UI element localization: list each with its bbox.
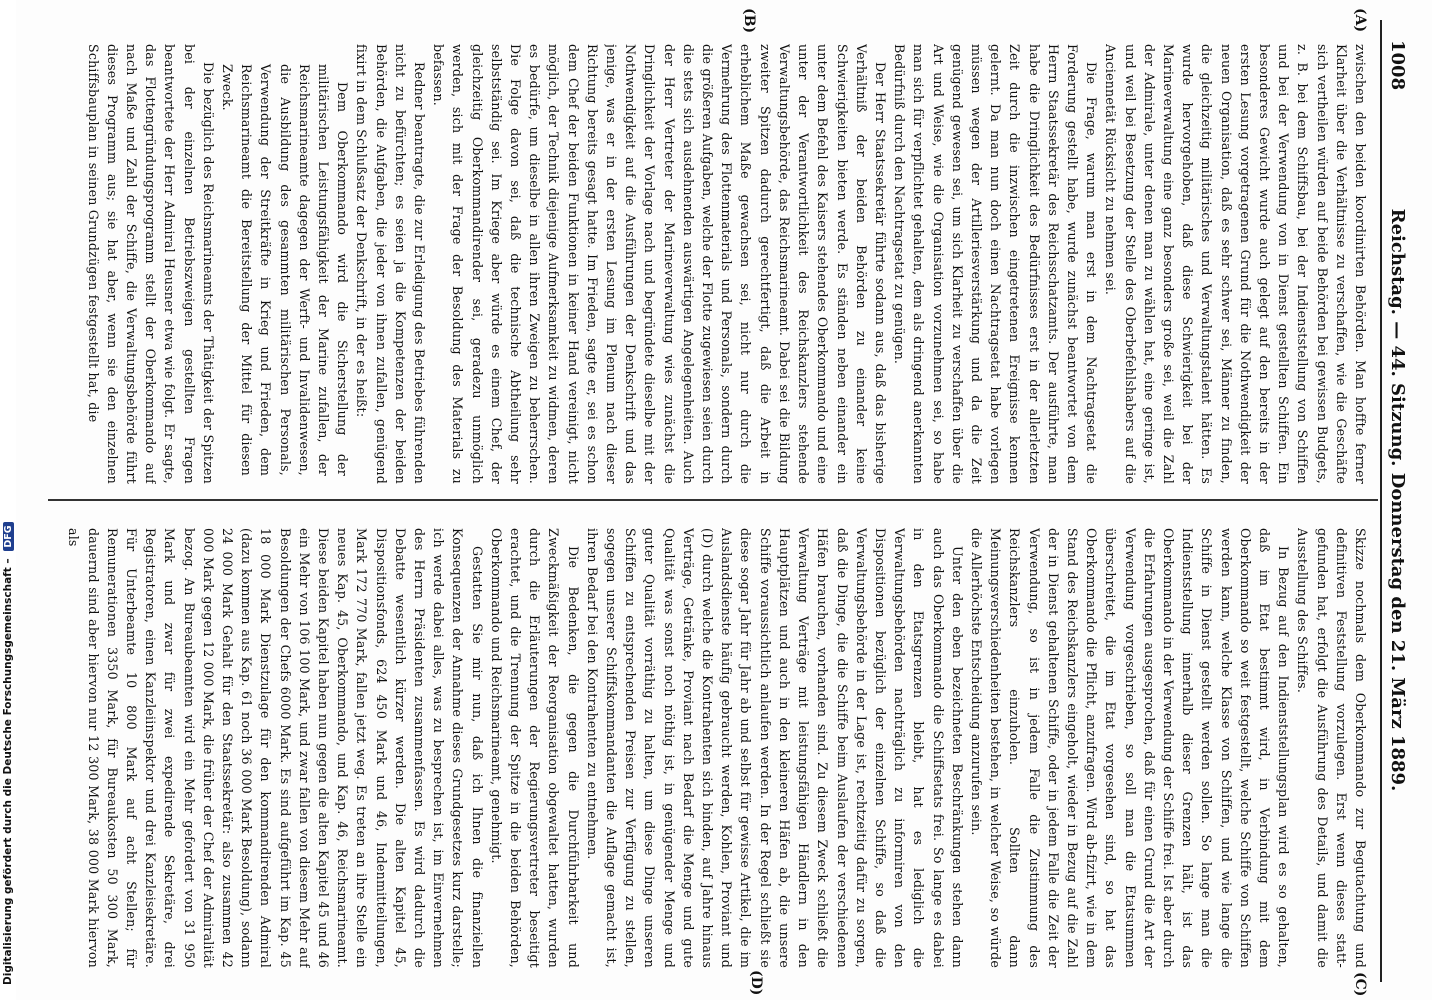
digitization-sidebar [0, 0, 16, 1000]
paragraph: Die bezüglich des Reichsmarineamts der Thätigkeit der Spitzen bei der einzelnen Betriebszweigen gestellten Fragen beantwortete der Herr Admiral Heusner etwa wie folgt. Er sagte, das Flottengründungsprogramm stellt der Oberkommando auf nach Maße und Zahl der Schiffe, die Verwaltungsbehörde führt dieses Programm aus; sie hat aber, wenn sie den einzelnen Schiffsbauplan in seinen Grundzügen festgestellt hat, die [85, 44, 216, 484]
paragraph: zwischen den beiden koordinirten Behörden. Man hoffte ferner Klarheit über die Verhältnisse zu verschaffen, wie die Geschäfte sich vertheilen würden auf beide Behörden bei gewissen Budgets, z. B. bei dem Schiffsbau, bei der Indienststellung von Schiffen und bei der Verwendung von in Dienst gestellten Schiffen. Ein besonderes Gewicht wurde auch gelegt auf den bereits in der ersten Lesung vorgetragenen Grund für die Nothwendigkeit der neuen Organisation, daß es sehr schwer sei, Männer zu finden, die gleichzeitig militärisches und Verwaltungstalent hätten. Es wurde hervorgehoben, daß diese Schwierigkeit bei der Marineverwaltung eine ganz besonders große sei, weil die Zahl der Admirale, unter denen man zu wählen hat, eine geringe ist, und weil bei Besetzung der Stelle des Oberbefehlshabers auf die Anciennetät Rücksicht zu nehmen sei. [1103, 44, 1368, 484]
paragraph: Unter den eben bezeichneten Beschränkungen stehen dann auch das Oberkommando die Schiffsetats frei. So lange es dabei in den Etatsgrenzen bleibt, hat es lediglich die Verwaltungsbehörden nachträglich zu informiren von den Dispositionen bezüglich der einzelnen Schiffe, so daß die Verwaltungsbehörde in der Lage ist, rechtzeitig dafür zu sorgen, daß die Dinge, die die Schiffe beim Auslaufen der verschiedenen Häfen brauchen, vorhanden sind. Zu diesem Zweck schließt die Verwaltung Verträge mit leistungsfähigen Händlern in den Hauptplätzen und auch in den kleineren Häfen ab, die unsere Schiffe voraussichtlich anlaufen werden. In der Regel schließt sie diese sogar Jahr für Jahr ab und selbst für gewisse Artikel, die im Auslandsdienste häufig gebraucht werden, Kohlen, Proviant und (D) durch welche die Kontrahenten sich binden, auf Jahre hinaus Verträge, Getränke, Proviant nach Bedarf die Menge und gute Qualität was sonst noch nöthig ist, in genügender Menge und guter Qualität vorräthig zu halten, um diese Dinge unseren Schiffen zu entsprechenden Preisen zur Verfügung zu stellen, sogegen unserer Schiffskommandanten die Auflage gemacht ist, ihren Bedarf bei den Kontrahenten zu entnehmen. [584, 528, 965, 968]
paragraph: Der Herr Staatssekretär führte sodann aus, daß das bisherige Verhältniß der beiden Behörden zu einander keine Schwierigkeiten bieten werde. Es ständen neben einander ein unter dem Befehl des Kaisers stehendes Oberkommando und eine unter der Verantwortlichkeit des Reichskanzlers stehende Verwaltungsbehörde, das Reichsmarineamt. Dabei sei die Bildung zweiter Spitzen dadurch gerechtfertigt, daß die Arbeit in erheblichem Maße gewachsen sei, nicht nur durch die Vermehrung des Flottenmaterials und Personals, sondern durch die größeren Aufgaben, welche der Flotte zugewiesen seien durch die stets sich ausdehnenden auswärtigen Angelegenheiten. Auch der Herr Vertreter der Marineverwaltung wies zunächst die Dringlichkeit der Vorlage nach und begründete dieselbe mit der Nothwendigkeit auf die Ausführungen der Denkschrift und das jenige, was er in der ersten Lesung im Plenum nach dieser Richtung bereits gesagt hatte. Im Frieden, sagte er, sei es schon dem Chef der beiden Funktionen in keiner Hand vereinigt, nicht möglich, der Technik diejenige Aufmerksamkeit zu widmen, deren es bedürfe, um dieselbe in allen ihren Zweigen zu beherrschen. Die Folge davon sei, daß die technische Abtheilung sehr selbstständig sei. Im Kriege aber würde es einem Chef, der gleichzeitig Oberkommandirender sei, geradezu unmöglich werden, sich mit der Frage der Besoldung des Materials zu befassen. [431, 44, 888, 484]
margin-marker-d: (D) [748, 970, 764, 996]
running-title: Reichstag. — 44. Sitzung. Donnerstag den 21. März 1889. [1387, 208, 1408, 792]
dfg-logo: DFG [3, 522, 14, 550]
page-number: 1008 [1387, 40, 1408, 91]
block-quote: Dem Oberkommando wird die Sicherstellung der militärischen Leistungsfähigkeit der Marine zufallen, der Reichsmarineamte dagegen der Werft- und Invalidenwesen, die Ausbildung des gesammten militärischen Personals, Verwendung der Streitkräfte in Krieg und Frieden, dem Reichsmarineamt die Bereitstellung der Mittel für diesen Zweck. [220, 64, 351, 476]
page-header [1372, 14, 1414, 986]
column-divider [48, 499, 1378, 501]
paragraph: Die Bedenken, die gegen die Durchführbarkeit und Zweckmäßigkeit der Reorganisation obgewaltet hatten, wurden durch die Erläuterungen der Regierungsvertreter beseitigt erachtet, und die Trennung der Spitze in die beiden Behörden, Oberkommando und Reichsmarineamt, genehmigt. [488, 528, 581, 968]
paragraph: In Bezug auf den Indienststellungsplan wird es so gehalten, daß im Etat bestimmt wird, in Verbindung mit dem Oberkommando so weit festgestellt, welche Schiffe von Schiffen werden kann, welche Klasse von Schiffen, und wie lange die Schiffe in Dienst gestellt werden sollen. So lange man die Indienststellung innerhalb dieser Grenzen hält, ist das Oberkommando in der Verwendung der Schiffe frei. Ist aber durch die Erfahrungen ausgesprochen, daß für einen Grund die Art der Verwendung vorgeschrieben, so soll man die Etatsummen überschreitet, die im Etat vorgesehen sind, so hat das Oberkommando die Pflicht, anzufragen. Wird ab-fizirt, wie in dem Stand des Reichskanzlers eingeholt, wieder in Bezug auf die Zahl der in Dienst gehaltenen Schiffe, oder in jedem Falle die Zeit der Verwendung, so ist in jedem Falle die Zustimmung des Reichskanzlers einzuholen. Sollten dann Meinungsverschiedenheiten bestehen, in welcher Weise, so würde die Allerhöchste Entscheidung anzurufen sein. [968, 528, 1292, 968]
paragraph: Gestatten Sie mir nun, daß ich Ihnen die finanziellen Konsequenzen der Annahme dieses Grundgesetzes kurz darstelle; ich werde dabei alles, was zu besprechen ist, im Einvernehmen des Herrn Präsidenten zusammenfassen. Es wird dadurch die Debatte wesentlich kürzer werden. Die alten Kapitel 45, Dispositionsfonds, 624 450 Mark und 46, Indenmitteilungen, Mark 172 770 Mark, fallen jetzt weg. Es treten an ihre Stelle ein neues Kap. 45, Oberkommando, und Kap. 46, Reichsmarineamt. Diese beiden Kapitel haben nun gegen die alten Kapitel 45 und 46 ein Mehr von 106 100 Mark, und zwar fallen von diesem Mehr auf Besoldungen der Chefs 6000 Mark. Es sind aufgeführt im Kap. 45 18 000 Mark Dienstzulage für den kommandirenden Admiral (dazu kommen aus Kap. 61 noch 36 000 Mark Besoldung), sodann 24 000 Mark Gehalt für den Staatssekretär: also zusammen 42 000 Mark gegen 12 000 Mark, die früher der Chef der Admiralität bezog. An Bureaubeamten wird ein Mehr gefordert von 31 950 Mark und zwar für zwei expedirende Sekretäre, drei Registratoren, einen Kanzleiinspektor und drei Kanzleisekretäre. Für Unterbeamte 10 800 Mark auf acht Stellen; für Remunerationen 3350 Mark, für Bureaukosten 50 300 Mark, dauernd sind aber hiervon nur 12 300 Mark, 38 000 Mark hiervon als [66, 528, 485, 968]
margin-marker-c: (C) [1352, 972, 1368, 997]
margin-marker-a: (A) [1352, 8, 1368, 33]
right-column [50, 528, 1370, 968]
funding-credit-text: Digitalisierung gefördert durch die Deutsche Forschungsgemeinschaft – [2, 558, 14, 985]
paragraph: Die Frage, warum man erst in dem Nachtragsetat die Forderung gestellt habe, wurde zunächst beantwortet von dem Herrn Staatssekretär des Reichsschatzamts. Der ausführte, man habe die Dringlichkeit des Bedürfnisses erst in der allerletzten Zeit durch die inzwischen eingetretenen Ereignisse kennen gelernt. Da man nun doch einen Nachtragsetat habe vorlegen müssen wegen der Artilleriesverstärkung und da die Zeit genügend gewesen sei, um sich Klarheit zu verschaffen über die Art und Weise, wie die Organisation vorzunehmen sei, so habe man sich für verpflichtet gehalten, dem als dringend anerkannten Bedürfniß durch den Nachtragsetat zu genügen. [892, 44, 1100, 484]
paragraph: Skizze nochmals dem Oberkommando zur Begutachtung und definitiven Feststellung vorzulegen. Erst wenn dieses statt-gefunden hat, erfolgt die Ausführung des Details, und damit die Ausstellung des Schiffes. [1295, 528, 1368, 968]
sidebar-credit [2, 522, 14, 985]
margin-marker-b: (B) [741, 8, 757, 34]
left-column [50, 44, 1370, 484]
header-rule [1380, 20, 1382, 982]
paragraph: Redner beantragte, die zur Erledigung des Betriebes führenden nicht zu befürchten; es seien ja die Kompetenzen der beiden Behörden, die Aufgaben, die jeder von ihnen zufallen, genügend fixirt in dem Schlußsatz der Denkschrift, in der es heißt: [354, 44, 428, 484]
